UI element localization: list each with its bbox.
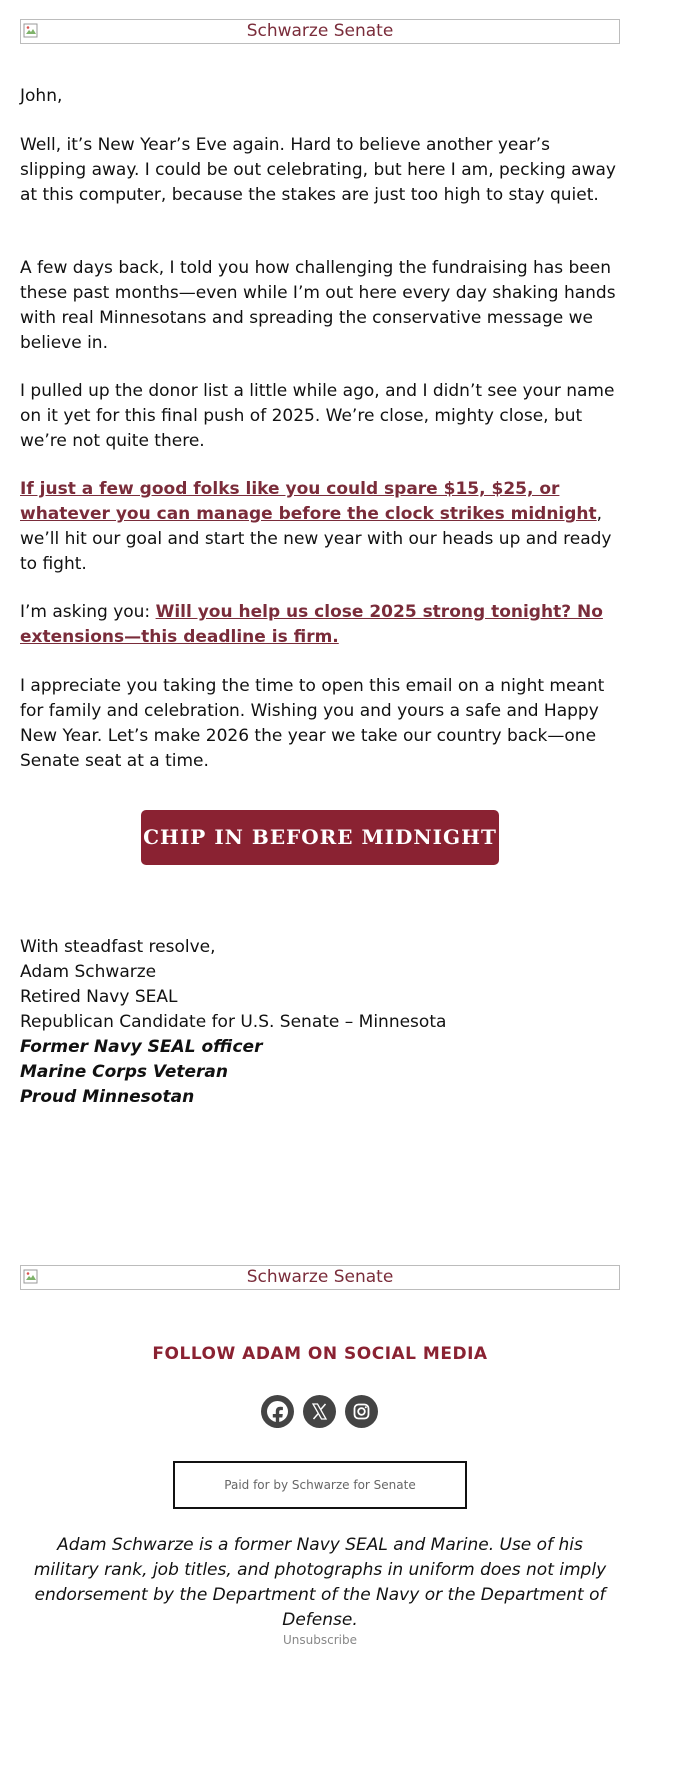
donate-link-amounts[interactable]: If just a few good folks like you could spare $15, $25, or whatever you can manage before the clock strikes midnight bbox=[20, 479, 597, 524]
paragraph-2: A few days back, I told you how challenging the fundraising has been these past months—even while I’m out here every day shaking hands with real Minnesotans and spreading the conservative message we believe in. bbox=[20, 258, 616, 353]
facebook-icon[interactable] bbox=[261, 1395, 294, 1428]
unsubscribe-link[interactable]: Unsubscribe bbox=[283, 1633, 357, 1647]
header-banner-image[interactable] bbox=[20, 19, 620, 44]
signature-closing: With steadfast resolve, bbox=[20, 937, 216, 957]
broken-image-icon bbox=[23, 1269, 39, 1285]
instagram-icon[interactable] bbox=[345, 1395, 378, 1428]
donate-link-deadline[interactable]: Will you help us close 2025 strong tonight? No extensions—this deadline is firm. bbox=[20, 602, 603, 647]
paragraph-5-lead: I’m asking you: bbox=[20, 602, 156, 622]
paragraph-4 bbox=[20, 477, 620, 577]
header-banner-alt: Schwarze Senate bbox=[246, 21, 394, 41]
signature-tag-marine: Marine Corps Veteran bbox=[20, 1062, 228, 1082]
paragraph-3: I pulled up the donor list a little while ago, and I didn’t see your name on it yet for this final push of 2025. We’re close, mighty close, but we’re not quite there. bbox=[20, 381, 615, 451]
signature-title-navy: Retired Navy SEAL bbox=[20, 987, 178, 1007]
signature-name: Adam Schwarze bbox=[20, 962, 157, 982]
footer-banner-image[interactable] bbox=[20, 1265, 620, 1290]
broken-image-icon bbox=[23, 23, 39, 39]
paragraph-4-rest: , we’ll hit our goal and start the new year with our heads up and ready to fight. bbox=[20, 504, 612, 574]
signature-tag-minnesotan: Proud Minnesotan bbox=[20, 1087, 195, 1107]
paragraph-1: Well, it’s New Year’s Eve again. Hard to believe another year’s slipping away. I could be out celebrating, but here I am, pecking away at this computer, because the stakes are just too high to stay quiet. bbox=[20, 135, 616, 205]
paid-for-disclosure: Paid for by Schwarze for Senate bbox=[173, 1461, 467, 1509]
paragraph-6: I appreciate you taking the time to open this email on a night meant for family and celebration. Wishing you and yours a safe and Happy New Year. Let’s make 2026 the year we take our country back—one Senate seat at a time. bbox=[20, 676, 605, 771]
greeting: John, bbox=[20, 86, 63, 106]
signature-title-candidate: Republican Candidate for U.S. Senate – Minnesota bbox=[20, 1012, 447, 1032]
military-disclaimer: Adam Schwarze is a former Navy SEAL and Marine. Use of his military rank, job titles, and photographs in uniform does not imply endorsement by the Department of the Navy or the Department of Defense. bbox=[33, 1535, 607, 1630]
signature-tag-seal: Former Navy SEAL officer bbox=[20, 1037, 263, 1057]
paragraph-5 bbox=[20, 600, 620, 650]
footer-banner-alt: Schwarze Senate bbox=[246, 1267, 394, 1287]
chip-in-button[interactable]: CHIP IN BEFORE MIDNIGHT bbox=[141, 810, 499, 865]
follow-heading: FOLLOW ADAM ON SOCIAL MEDIA bbox=[152, 1344, 488, 1364]
x-icon[interactable] bbox=[303, 1395, 336, 1428]
